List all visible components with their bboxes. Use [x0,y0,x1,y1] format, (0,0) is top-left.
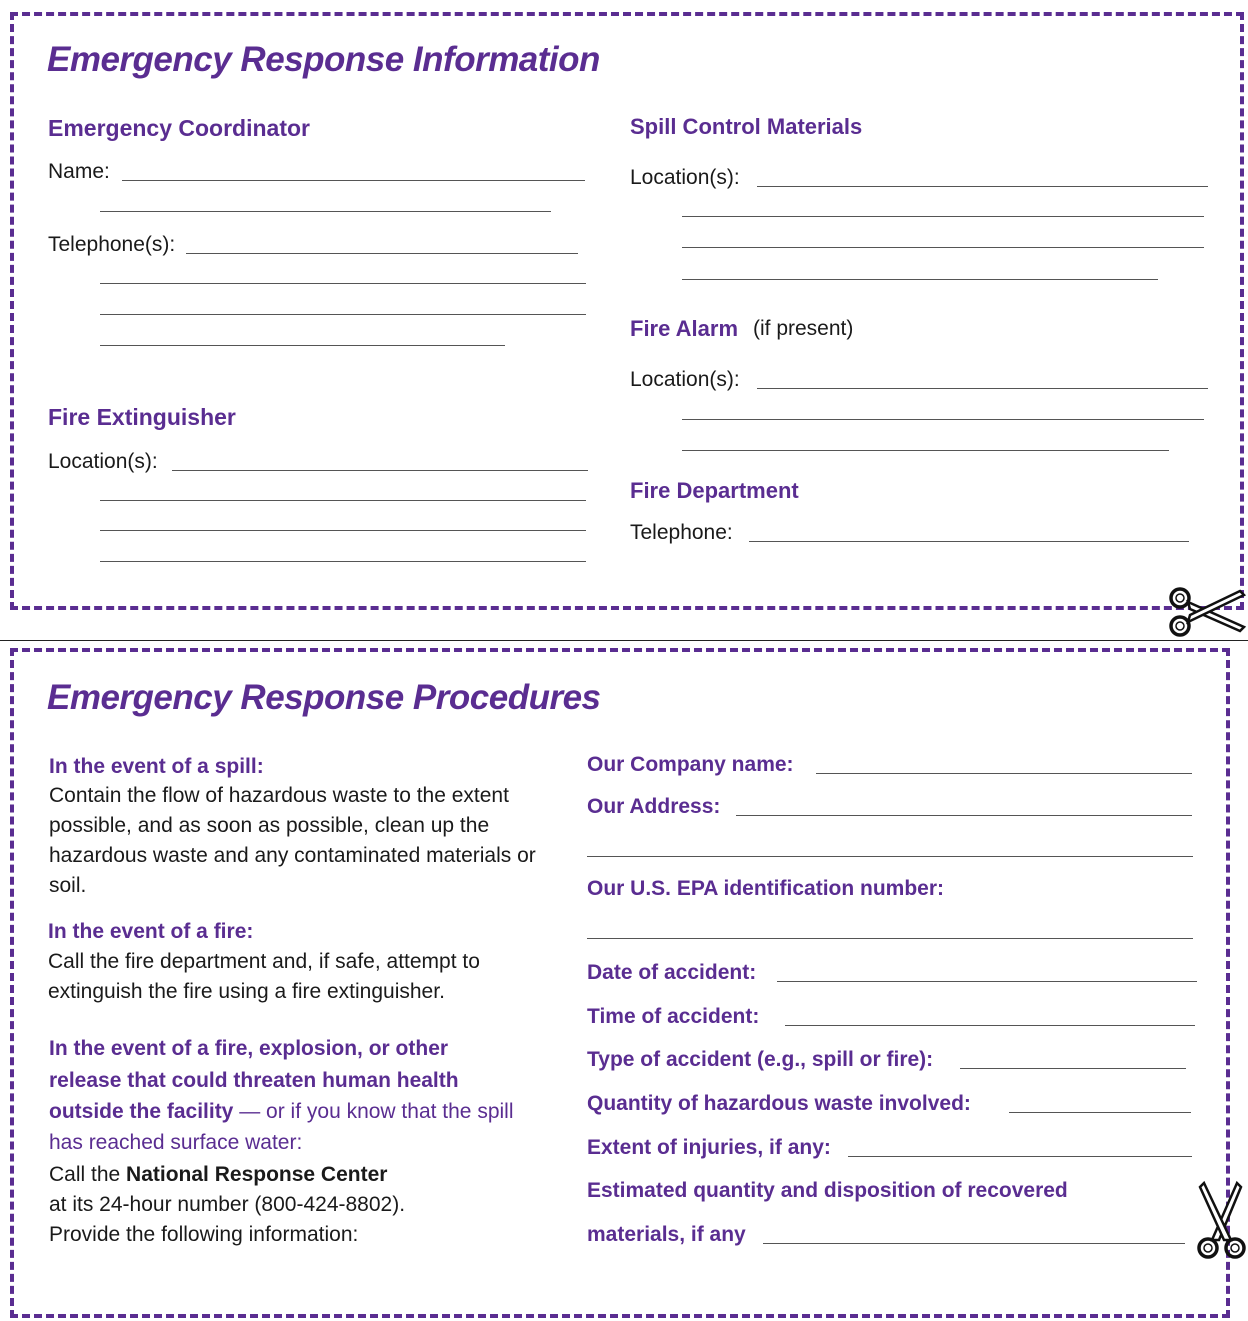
injuries-label: Extent of injuries, if any: [587,1136,831,1159]
company-name-field[interactable] [816,773,1192,774]
info-card-title: Emergency Response Information [47,40,600,79]
type-label: Type of accident (e.g., spill or fire): [587,1048,934,1071]
time-field[interactable] [785,1025,1195,1026]
release-provide-line: Provide the following information: [49,1223,359,1246]
epa-id-field[interactable] [587,938,1193,939]
coordinator-telephone-field-2[interactable] [100,283,586,284]
procedures-card-title: Emergency Response Procedures [47,678,601,717]
coordinator-telephone-label: Telephone(s): [48,233,176,256]
fire-department-heading: Fire Department [630,478,799,503]
fire-alarm-location-label: Location(s): [630,368,740,391]
release-call-line [49,1163,387,1187]
scissors-icon [1193,1180,1248,1262]
spill-control-heading: Spill Control Materials [630,114,863,139]
address-label: Our Address: [587,795,721,818]
coordinator-name-field[interactable] [122,180,585,181]
cut-divider [0,640,1248,641]
extinguisher-location-field-2[interactable] [100,500,586,501]
extinguisher-location-field[interactable] [172,470,588,471]
fire-alarm-location-field[interactable] [757,388,1208,389]
fire-department-telephone-label: Telephone: [630,521,733,544]
company-name-label: Our Company name: [587,753,794,776]
estimated-field[interactable] [763,1243,1185,1244]
spill-control-location-label: Location(s): [630,166,740,189]
coordinator-telephone-field-3[interactable] [100,314,586,315]
epa-id-label: Our U.S. EPA identification number: [587,877,945,900]
release-heading-rest: — or if you know that the spill [233,1100,514,1123]
fire-department-telephone-field[interactable] [749,541,1189,542]
date-field[interactable] [777,981,1197,982]
release-heading-line4: has reached surface water: [49,1131,303,1154]
extinguisher-heading: Fire Extinguisher [48,404,236,430]
fire-text: Call the fire department and, if safe, attempt to extinguish the fire using a fire extinguisher. [48,950,480,1003]
scissors-icon [1166,583,1246,641]
coordinator-heading: Emergency Coordinator [48,115,310,141]
estimated-label-line2: materials, if any [587,1223,746,1246]
fire-alarm-location-field-3[interactable] [682,450,1169,451]
fire-alarm-location-field-2[interactable] [682,419,1204,420]
release-number-line: at its 24-hour number (800-424-8802). [49,1193,406,1216]
national-response-center: National Response Center [126,1163,388,1186]
quantity-field[interactable] [1009,1112,1191,1113]
type-field[interactable] [960,1068,1186,1069]
info-card [10,12,1244,610]
address-field-2[interactable] [587,856,1193,857]
release-heading-line2: release that could threaten human health [49,1069,459,1092]
coordinator-name-field-2[interactable] [100,211,551,212]
quantity-label: Quantity of hazardous waste involved: [587,1092,971,1115]
address-field[interactable] [736,815,1192,816]
spill-control-location-field-2[interactable] [682,216,1204,217]
fire-alarm-heading: Fire Alarm [630,316,739,341]
spill-control-location-field-4[interactable] [682,279,1158,280]
release-heading-bold: outside the facility [49,1100,234,1123]
spill-control-location-field-3[interactable] [682,247,1204,248]
spill-text: Contain the flow of hazardous waste to the extent possible, and as soon as possible, clean up the hazardous waste and any contaminated materials or soil. [49,784,536,897]
extinguisher-location-field-4[interactable] [100,561,586,562]
fire-alarm-note: (if present) [753,317,854,340]
coordinator-telephone-field-4[interactable] [100,345,505,346]
injuries-field[interactable] [848,1156,1192,1157]
coordinator-name-label: Name: [48,160,110,183]
spill-heading: In the event of a spill: [49,755,264,778]
release-heading-line3 [49,1100,514,1124]
estimated-label-line1: Estimated quantity and disposition of recovered [587,1179,1068,1202]
coordinator-telephone-field[interactable] [186,253,578,254]
time-label: Time of accident: [587,1005,760,1028]
fire-heading: In the event of a fire: [48,920,254,943]
release-call-prefix: Call the [49,1163,127,1186]
spill-control-location-field[interactable] [757,186,1208,187]
release-heading-line1: In the event of a fire, explosion, or other [49,1037,449,1060]
extinguisher-location-label: Location(s): [48,450,158,473]
date-label: Date of accident: [587,961,757,984]
extinguisher-location-field-3[interactable] [100,530,586,531]
